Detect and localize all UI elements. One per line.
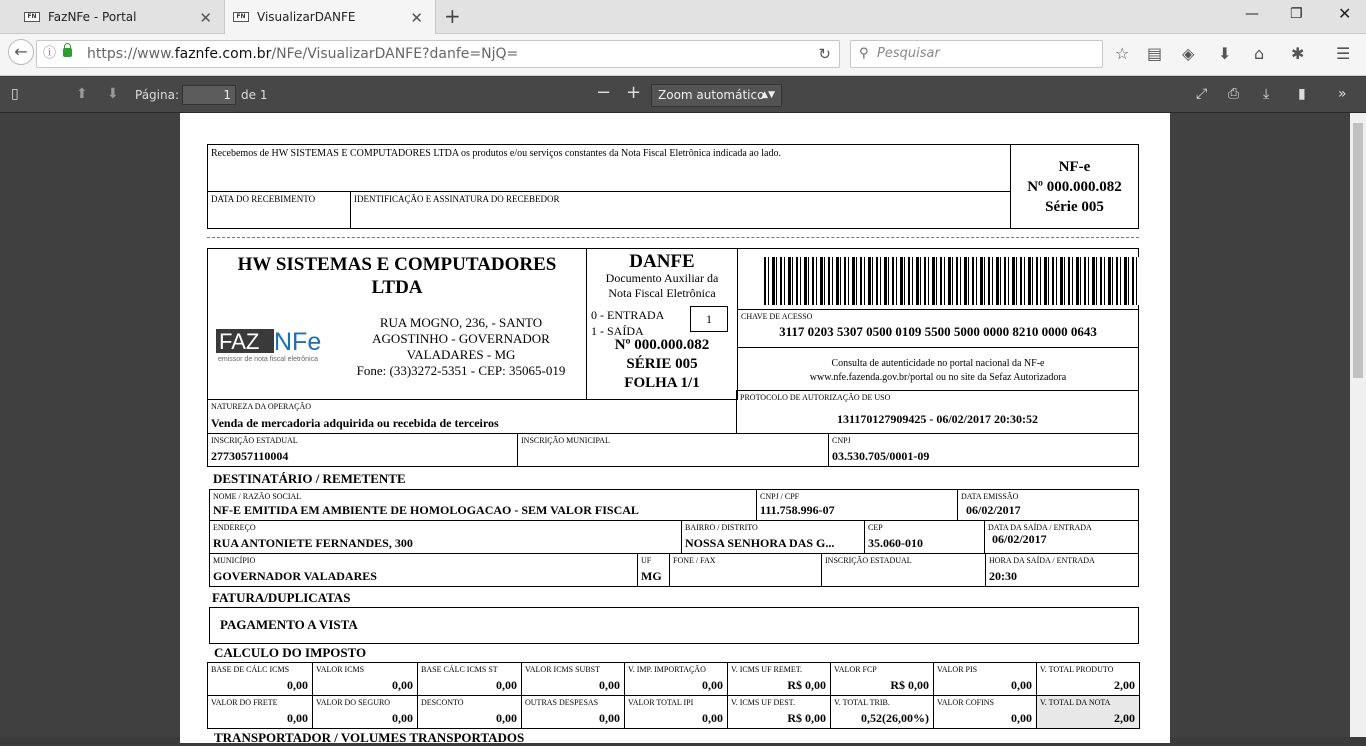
barcode-box	[737, 248, 1139, 310]
library-icon[interactable]: ▤	[1147, 44, 1163, 63]
fatura-box: PAGAMENTO A VISTA	[209, 607, 1139, 644]
municipio-box: MUNICÍPIO GOVERNADOR VALADARES	[209, 553, 638, 587]
tax-value: 0,00	[599, 711, 620, 725]
svg-text:FAZ: FAZ	[219, 329, 260, 354]
consulta-box: Consulta de autenticidade no portal nacional da NF-e www.nfe.fazenda.gov.br/portal ou no site da Sefaz Autorizadora	[737, 347, 1139, 391]
receipt-signature-box: IDENTIFICAÇÃO E ASSINATURA DO RECEBEDOR	[350, 191, 1011, 229]
tax-label: VALOR COFINS	[937, 698, 994, 707]
tax-cell	[830, 662, 934, 696]
tax-cell	[727, 662, 831, 696]
tax-cell	[1036, 695, 1140, 729]
close-window-icon[interactable]: ✕	[1338, 4, 1352, 23]
zoom-in-button[interactable]: +	[626, 82, 642, 103]
uf-box: UF MG	[637, 553, 670, 587]
favicon-icon: FN	[233, 12, 249, 22]
endereco-box: ENDEREÇO RUA ANTONIETE FERNANDES, 300	[209, 520, 682, 554]
tax-cell	[933, 662, 1037, 696]
faznfe-logo	[214, 327, 334, 367]
fone-box: FONE / FAX	[669, 553, 822, 587]
im-box: INSCRIÇÃO MUNICIPAL	[517, 433, 829, 467]
tax-label: V. IMP. IMPORTAÇÃO	[628, 665, 706, 674]
lock-icon	[63, 48, 72, 57]
tax-value: 0,00	[392, 678, 413, 692]
tab-label: FazNFe - Portal	[48, 10, 137, 24]
scrollbar[interactable]	[1350, 113, 1366, 737]
tax-cell	[727, 695, 831, 729]
transportador-title: TRANSPORTADOR / VOLUMES TRANSPORTADOS	[214, 730, 525, 745]
tax-value: 0,00	[287, 711, 308, 725]
bookmark-star-icon[interactable]: ☆	[1115, 44, 1130, 63]
barcode	[764, 257, 1140, 305]
tax-label: BASE CÁLC ICMS ST	[421, 665, 498, 674]
page-label: Página:	[135, 88, 180, 102]
tax-value: R$ 0,00	[890, 678, 929, 692]
cut-line	[207, 237, 1139, 238]
tax-value: 0,00	[392, 711, 413, 725]
tax-label: VALOR DO FRETE	[211, 698, 278, 707]
tax-label: DESCONTO	[421, 698, 464, 707]
tax-cell	[417, 662, 522, 696]
tax-label: VALOR PIS	[937, 665, 978, 674]
tax-cell	[624, 695, 728, 729]
tab-label: VisualizarDANFE	[257, 10, 356, 24]
tax-label: VALOR ICMS SUBST	[525, 665, 600, 674]
tax-cell	[521, 662, 625, 696]
info-icon[interactable]: ⓘ	[43, 46, 57, 61]
operation-type-box: 1	[690, 306, 728, 332]
url-text[interactable]: https://www.faznfe.com.br/NFe/VisualizarDANFE?danfe=NjQ=	[87, 46, 519, 62]
natureza-box: NATUREZA DA OPERAÇÃO Venda de mercadoria adquirida ou recebida de terceiros	[207, 399, 737, 434]
pdf-toolbar	[0, 77, 1366, 113]
tax-label: V. TOTAL TRIB.	[834, 698, 890, 707]
emitter-address: RUA MOGNO, 236, - SANTO AGOSTINHO - GOVERNADOR VALADARES - MG Fone: (33)3272-5351 - CEP: 35065-019	[356, 315, 566, 378]
stub-nfe-box: NF-e Nº 000.000.082 Série 005	[1010, 144, 1139, 229]
next-page-icon[interactable]: ⬇	[107, 86, 119, 102]
ie-box: INSCRIÇÃO ESTADUAL 2773057110004	[207, 433, 518, 467]
tax-value: 2,00	[1114, 678, 1135, 692]
tax-value: 0,00	[1011, 678, 1032, 692]
tab-faznfe-portal[interactable]	[0, 0, 224, 34]
calculo-title: CALCULO DO IMPOSTO	[214, 645, 367, 660]
page-number-input[interactable]: 1	[182, 85, 236, 105]
tax-value: 0,52(26,00%)	[861, 711, 929, 725]
pdf-page	[180, 113, 1170, 743]
extension-icon[interactable]: ✱	[1291, 44, 1305, 63]
cnpjcpf-box: CNPJ / CPF 111.758.996-07	[756, 489, 958, 521]
back-arrow-icon[interactable]: ←	[8, 39, 34, 65]
tax-cell	[1036, 662, 1140, 696]
tax-cell	[207, 695, 313, 729]
cnpj-box: CNPJ 03.530.705/0001-09	[828, 433, 1139, 467]
presentation-mode-icon[interactable]: ⤢	[1196, 86, 1208, 102]
scrollbar-thumb[interactable]	[1353, 123, 1363, 378]
tab-strip	[0, 0, 1366, 34]
ie-dest-box: INSCRIÇÃO ESTADUAL	[821, 553, 986, 587]
minimize-icon[interactable]: —	[1245, 6, 1259, 22]
tax-value: 0,00	[287, 678, 308, 692]
tax-label: V. TOTAL PRODUTO	[1040, 665, 1114, 674]
tax-value: 0,00	[1011, 711, 1032, 725]
close-tab-icon[interactable]: ✕	[199, 9, 212, 27]
save-icon[interactable]: ⤓	[1263, 86, 1270, 102]
sidebar-toggle-icon[interactable]: ▯	[11, 86, 19, 102]
bookmark-icon[interactable]: ▮	[1298, 86, 1306, 102]
download-icon[interactable]: ⬇	[1218, 44, 1232, 63]
tax-value: 0,00	[599, 678, 620, 692]
tools-icon[interactable]: »	[1338, 86, 1347, 102]
zoom-out-button[interactable]: −	[596, 82, 612, 103]
tax-label: V. TOTAL DA NOTA	[1040, 698, 1111, 707]
zoom-select[interactable]: Zoom automático ▲▼	[651, 84, 782, 107]
svg-text:NFe: NFe	[274, 328, 322, 356]
tax-label: VALOR ICMS	[316, 665, 365, 674]
fatura-title: FATURA/DUPLICATAS	[212, 590, 351, 605]
pocket-icon[interactable]: ◈	[1182, 44, 1195, 63]
danfe-box: DANFE Documento Auxiliar da Nota Fiscal Eletrônica 0 - ENTRADA 1 - SAÍDA 1 Nº 000.000.082 SÉRIE 005 FOLHA 1/1	[586, 248, 738, 400]
protocolo-box: PROTOCOLO DE AUTORIZAÇÃO DE USO 131170127909425 - 06/02/2017 20:30:52	[736, 390, 1139, 434]
tax-cell	[417, 695, 522, 729]
receipt-text-box: Recebemos de HW SISTEMAS E COMPUTADORES LTDA os produtos e/ou serviços constantes da Nota Fiscal Eletrônica indicada ao lado.	[207, 144, 1011, 192]
search-input[interactable]: ⚲ Pesquisar	[850, 40, 1103, 68]
address-bar[interactable]	[36, 40, 840, 68]
new-tab-button[interactable]: +	[444, 4, 461, 28]
data-saida-box: DATA DA SAÍDA / ENTRADA 06/02/2017	[984, 520, 1139, 554]
cep-box: CEP 35.060-010	[864, 520, 985, 554]
tax-cell	[312, 662, 418, 696]
destinatario-title: DESTINATÁRIO / REMETENTE	[213, 471, 406, 486]
search-icon: ⚲	[859, 46, 869, 61]
receipt-date-box: DATA DO RECEBIMENTO	[207, 191, 351, 229]
tax-cell	[521, 695, 625, 729]
navigation-bar	[0, 34, 1366, 76]
emissao-box: DATA EMISSÃO 06/02/2017	[957, 489, 1139, 521]
bairro-box: BAIRRO / DISTRITO NOSSA SENHORA DAS G...	[681, 520, 865, 554]
favicon-icon: FN	[24, 12, 40, 22]
nome-box: NOME / RAZÃO SOCIAL NF-E EMITIDA EM AMBIENTE DE HOMOLOGACAO - SEM VALOR FISCAL	[209, 489, 757, 521]
tab-visualizar-danfe[interactable]	[224, 0, 436, 34]
reload-icon[interactable]: ↻	[818, 45, 831, 63]
tax-value: 0,00	[496, 711, 517, 725]
tax-value: R$ 0,00	[787, 678, 826, 692]
tax-cell	[830, 695, 934, 729]
tax-label: VALOR FCP	[834, 665, 877, 674]
tax-label: VALOR TOTAL IPI	[628, 698, 694, 707]
tax-value: R$ 0,00	[787, 711, 826, 725]
tax-value: 0,00	[496, 678, 517, 692]
access-key-box: CHAVE DE ACESSO 3117 0203 5307 0500 0109 5500 5000 0000 8210 0000 0643	[737, 309, 1139, 348]
print-icon[interactable]: ⎙	[1228, 86, 1240, 102]
pdf-viewer[interactable]	[0, 113, 1366, 745]
tax-value: 2,00	[1114, 711, 1135, 725]
close-tab-icon[interactable]: ✕	[410, 9, 423, 27]
tax-cell	[207, 662, 313, 696]
tax-cell	[312, 695, 418, 729]
tax-value: 0,00	[702, 678, 723, 692]
hora-saida-box: HORA DA SAÍDA / ENTRADA 20:30	[985, 553, 1139, 587]
previous-page-icon[interactable]: ⬆	[76, 86, 88, 102]
tax-cell	[624, 662, 728, 696]
emitter-box: HW SISTEMAS E COMPUTADORES LTDA FAZ NFe emissor de nota fiscal eletrônica RUA MOGNO, 236, - SANTO AGOSTINHO - GOVERNADOR VALADARES - MG Fone: (33)3272-5351 - CEP: 35065-019	[207, 248, 587, 400]
restore-icon[interactable]: ❐	[1290, 6, 1303, 22]
tax-label: OUTRAS DESPESAS	[525, 698, 599, 707]
tax-label: V. ICMS UF DEST.	[731, 698, 795, 707]
svg-text:emissor de nota fiscal eletrôn: emissor de nota fiscal eletrônica	[218, 356, 318, 363]
tax-label: BASE DE CÁLC ICMS	[211, 665, 290, 674]
tax-label: V. ICMS UF REMET.	[731, 665, 803, 674]
menu-icon[interactable]: ☰	[1336, 44, 1351, 63]
tax-cell	[933, 695, 1037, 729]
tax-value: 0,00	[702, 711, 723, 725]
home-icon[interactable]: ⌂	[1254, 44, 1265, 63]
page-total: de 1	[241, 88, 268, 102]
tax-label: VALOR DO SEGURO	[316, 698, 391, 707]
